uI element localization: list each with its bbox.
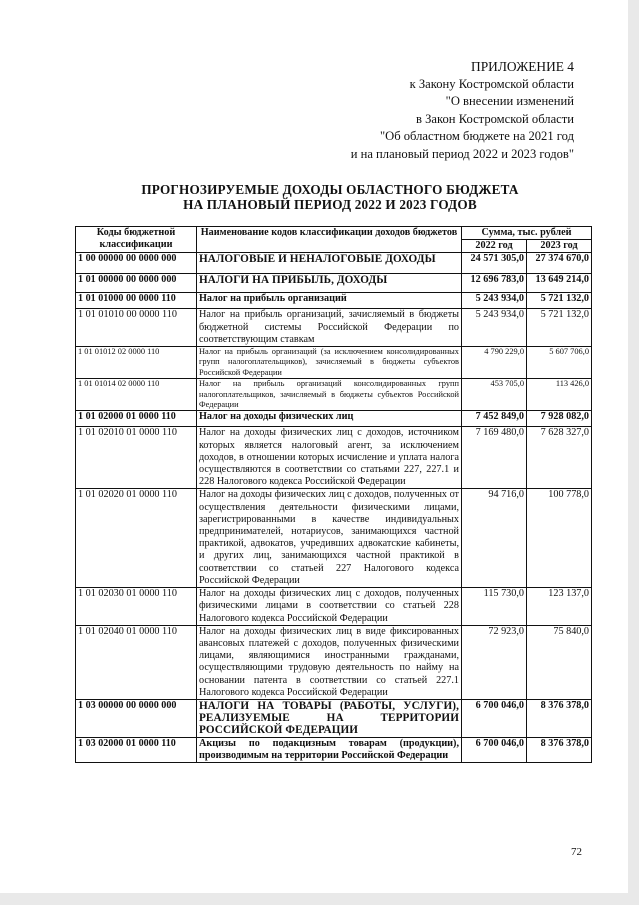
header-code: Коды бюджетной классификации <box>76 227 197 253</box>
appendix-line: в Закон Костромской области <box>416 111 574 126</box>
row-value-2023: 8 376 378,0 <box>527 737 592 762</box>
row-value-2023: 8 376 378,0 <box>527 699 592 737</box>
row-name: Налог на доходы физических лиц <box>197 411 462 427</box>
row-code: 1 03 02000 01 0000 110 <box>76 737 197 762</box>
table-row <box>76 699 592 737</box>
table-row <box>76 309 592 347</box>
row-name: НАЛОГИ НА ПРИБЫЛЬ, ДОХОДЫ <box>197 274 462 293</box>
row-name: Налог на прибыль организаций, зачисляемый в бюджеты бюджетной системы Российской Федерации по соответствующим ставкам <box>197 309 462 347</box>
row-name: Налог на доходы физических лиц с доходов, полученных физическими лицами в соответствии со статьей 228 Налогового кодекса Российской Федерации <box>197 588 462 626</box>
title-line: ПРОГНОЗИРУЕМЫЕ ДОХОДЫ ОБЛАСТНОГО БЮДЖЕТА <box>141 182 519 197</box>
appendix-line: "Об областном бюджете на 2021 год <box>379 129 574 144</box>
table-row <box>76 347 592 379</box>
row-value-2023: 7 928 082,0 <box>527 411 592 427</box>
row-name: Акцизы по подакцизным товарам (продукции), производимым на территории Российской Федерации <box>197 737 462 762</box>
document-title <box>60 182 600 212</box>
row-code: 1 00 00000 00 0000 000 <box>76 253 197 274</box>
row-value-2022: 5 243 934,0 <box>462 309 527 347</box>
row-value-2023: 5 721 132,0 <box>527 309 592 347</box>
row-value-2022: 94 716,0 <box>462 489 527 588</box>
row-code: 1 01 02040 01 0000 110 <box>76 625 197 699</box>
row-value-2022: 4 790 229,0 <box>462 347 527 379</box>
appendix-line: к Закону Костромской области <box>409 76 574 91</box>
page-number: 72 <box>571 846 582 858</box>
row-name: НАЛОГИ НА ТОВАРЫ (РАБОТЫ, УСЛУГИ), РЕАЛИЗУЕМЫЕ НА ТЕРРИТОРИИ РОССИЙСКОЙ ФЕДЕРАЦИИ <box>197 699 462 737</box>
row-value-2023: 123 137,0 <box>527 588 592 626</box>
row-code: 1 01 01000 00 0000 110 <box>76 293 197 309</box>
table-row <box>76 379 592 411</box>
row-value-2022: 7 452 849,0 <box>462 411 527 427</box>
row-name: Налог на доходы физических лиц с доходов, полученных от осуществления деятельности физическими лицами, зарегистрированными в качестве индивидуальных предпринимателей, нотариусов, занимающихся частной практикой, адвокатов, учредивших адвокатские кабинеты, и других лиц, занимающихся частной практикой в соответствии со статьей 227 Налогового кодекса Российской Федерации <box>197 489 462 588</box>
header-year-2023: 2023 год <box>527 240 592 253</box>
row-name: Налог на прибыль организаций (за исключением консолидированных групп налогоплательщиков), зачисляемый в бюджеты субъектов Российской Федерации <box>197 347 462 379</box>
table-row <box>76 427 592 489</box>
row-value-2022: 5 243 934,0 <box>462 293 527 309</box>
row-name: Налог на прибыль организаций <box>197 293 462 309</box>
row-name: НАЛОГОВЫЕ И НЕНАЛОГОВЫЕ ДОХОДЫ <box>197 253 462 274</box>
header-year-2022: 2022 год <box>462 240 527 253</box>
row-code: 1 01 00000 00 0000 000 <box>76 274 197 293</box>
table-row <box>76 411 592 427</box>
table-row <box>76 588 592 626</box>
row-value-2022: 6 700 046,0 <box>462 699 527 737</box>
row-code: 1 01 01012 02 0000 110 <box>76 347 197 379</box>
table-row <box>76 737 592 762</box>
appendix-header <box>351 58 574 164</box>
row-name: Налог на прибыль организаций консолидированных групп налогоплательщиков, зачисляемый в бюджеты субъектов Российской Федерации <box>197 379 462 411</box>
row-value-2023: 75 840,0 <box>527 625 592 699</box>
row-value-2023: 13 649 214,0 <box>527 274 592 293</box>
table-row <box>76 253 592 274</box>
row-name: Налог на доходы физических лиц в виде фиксированных авансовых платежей с доходов, полученных физическими лицами, являющимися иностранными гражданами, осуществляющими трудовую деятельность по найму на основании патента в соответствии со статьей 227.1 Налогового кодекса Российской Федерации <box>197 625 462 699</box>
row-value-2023: 27 374 670,0 <box>527 253 592 274</box>
title-line: НА ПЛАНОВЫЙ ПЕРИОД 2022 И 2023 ГОДОВ <box>183 197 477 212</box>
table-row <box>76 274 592 293</box>
row-value-2023: 100 778,0 <box>527 489 592 588</box>
row-value-2023: 5 607 706,0 <box>527 347 592 379</box>
header-sum: Сумма, тыс. рублей <box>462 227 592 240</box>
row-value-2022: 72 923,0 <box>462 625 527 699</box>
row-code: 1 01 01010 00 0000 110 <box>76 309 197 347</box>
row-value-2023: 113 426,0 <box>527 379 592 411</box>
table-row <box>76 293 592 309</box>
header-name: Наименование кодов классификации доходов бюджетов <box>197 227 462 253</box>
row-code: 1 01 02020 01 0000 110 <box>76 489 197 588</box>
row-value-2023: 5 721 132,0 <box>527 293 592 309</box>
row-code: 1 03 00000 00 0000 000 <box>76 699 197 737</box>
row-name: Налог на доходы физических лиц с доходов, источником которых является налоговый агент, за исключением доходов, в отношении которых исчисление и уплата налога осуществляются в соответствии со статьями 227, 227.1 и 228 Налогового кодекса Российской Федерации <box>197 427 462 489</box>
row-value-2022: 7 169 480,0 <box>462 427 527 489</box>
table-row <box>76 625 592 699</box>
appendix-line: и на плановый период 2022 и 2023 годов" <box>350 146 574 161</box>
row-value-2022: 6 700 046,0 <box>462 737 527 762</box>
table-row <box>76 489 592 588</box>
revenue-table <box>75 226 592 763</box>
row-code: 1 01 01014 02 0000 110 <box>76 379 197 411</box>
row-value-2022: 12 696 783,0 <box>462 274 527 293</box>
row-value-2023: 7 628 327,0 <box>527 427 592 489</box>
appendix-line: ПРИЛОЖЕНИЕ 4 <box>471 59 574 74</box>
row-value-2022: 24 571 305,0 <box>462 253 527 274</box>
row-code: 1 01 02000 01 0000 110 <box>76 411 197 427</box>
row-value-2022: 115 730,0 <box>462 588 527 626</box>
row-code: 1 01 02030 01 0000 110 <box>76 588 197 626</box>
row-value-2022: 453 705,0 <box>462 379 527 411</box>
row-code: 1 01 02010 01 0000 110 <box>76 427 197 489</box>
appendix-line: "О внесении изменений <box>445 94 574 109</box>
